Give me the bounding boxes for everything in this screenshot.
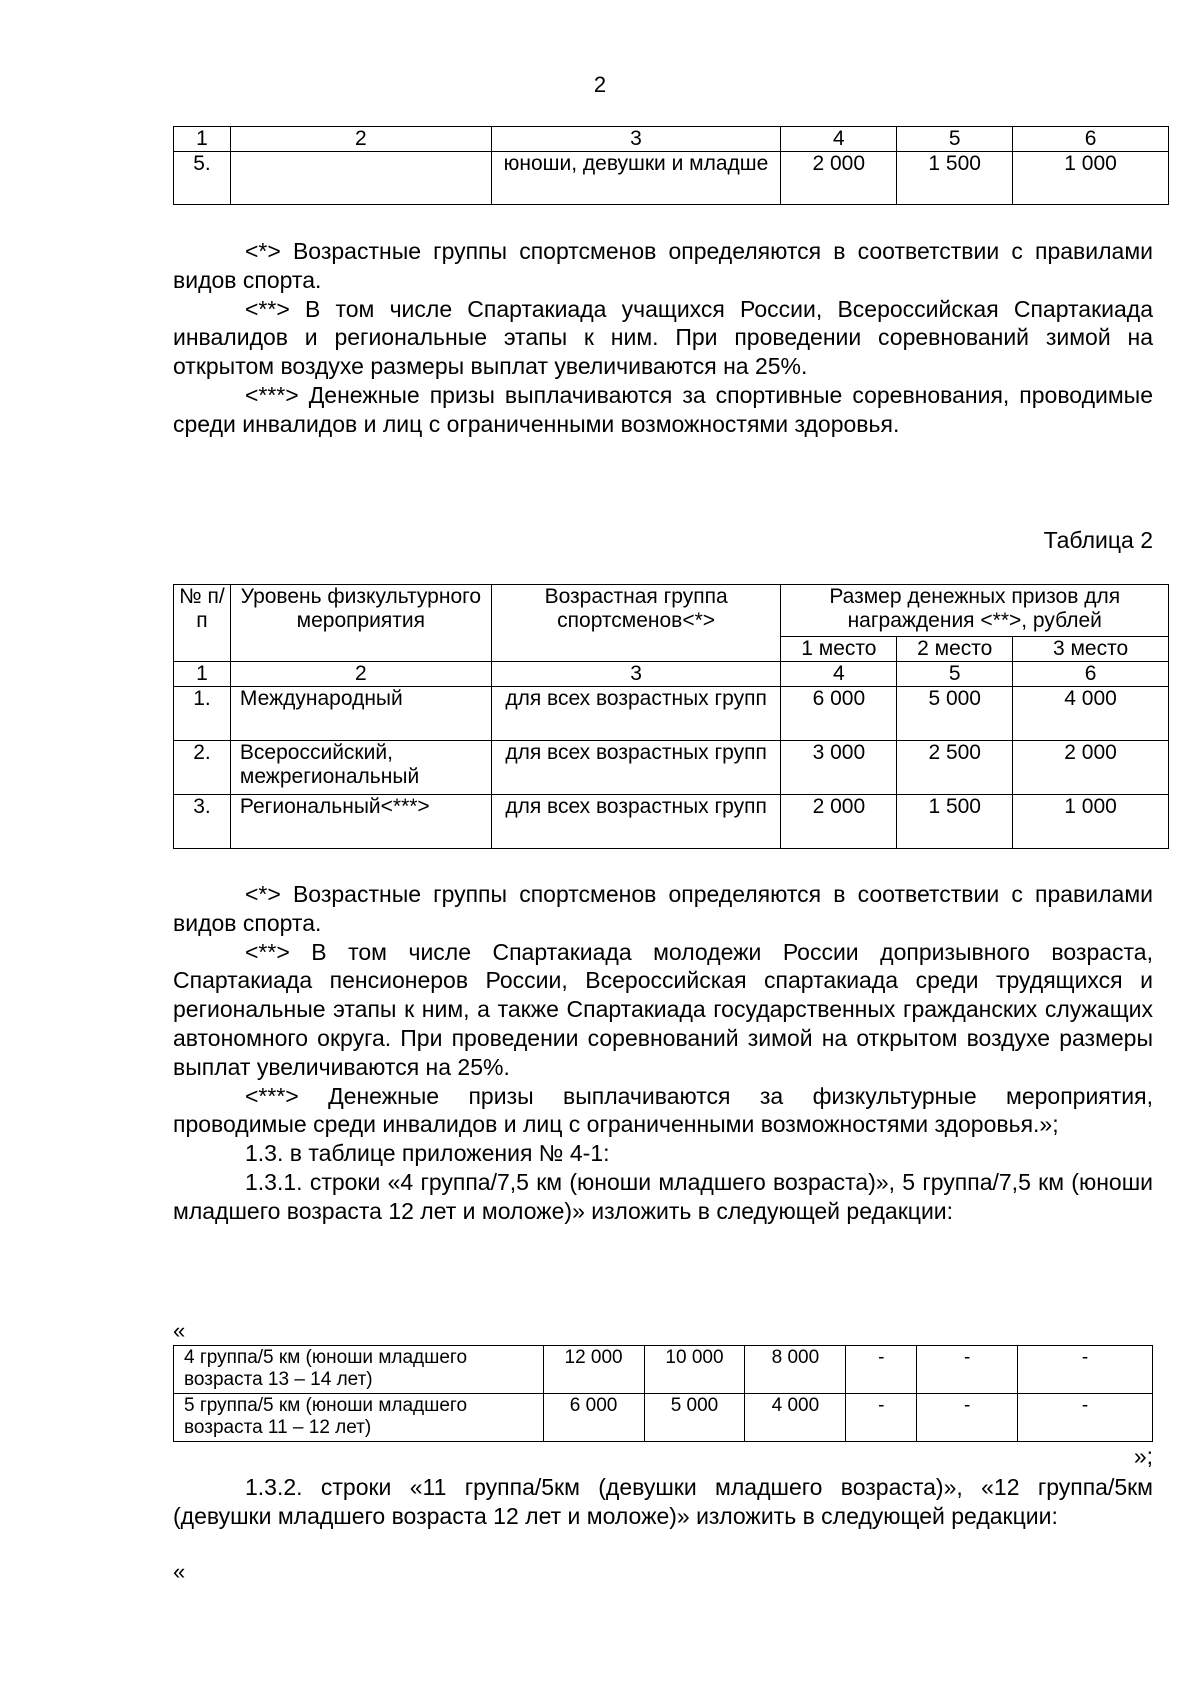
row-group: для всех возрастных групп [491, 741, 781, 795]
row-prize-1: 2 000 [781, 795, 897, 849]
row-value-2: 10 000 [644, 1346, 745, 1394]
notes-section-2 [173, 880, 1153, 1226]
table-header-row [174, 585, 1169, 637]
row-number: 2. [174, 741, 231, 795]
row-value-3: 8 000 [745, 1346, 846, 1394]
table-row [174, 795, 1169, 849]
row-prize-1: 6 000 [781, 687, 897, 741]
row-value-3: 4 000 [745, 1394, 846, 1442]
row-level: Региональный<***> [230, 795, 491, 849]
row-group: юноши, девушки и младше [491, 152, 781, 205]
table-row [174, 687, 1169, 741]
row-number: 5. [174, 152, 231, 205]
row-level: Всероссийский, межрегиональный [230, 741, 491, 795]
header-group: Возрастная группа спортсменов<*> [491, 585, 781, 662]
row-value-5: - [917, 1394, 1018, 1442]
row-value-1: 12 000 [543, 1346, 644, 1394]
row-prize-3: 4 000 [1013, 687, 1169, 741]
row-value-2: 5 000 [644, 1394, 745, 1442]
table-row [174, 741, 1169, 795]
row-prize-2: 1 500 [897, 795, 1013, 849]
table-header-numbers [174, 662, 1169, 687]
table-3-replacement-rows [173, 1345, 1153, 1442]
table-row [174, 1394, 1153, 1442]
row-level: Международный [230, 687, 491, 741]
table-2 [173, 584, 1169, 849]
row-value-6: - [1018, 1394, 1153, 1442]
note-paragraph: 1.3. в таблице приложения № 4-1: [245, 1140, 610, 1167]
note-paragraph: <***> Денежные призы выплачиваются за физкультурные мероприятия, проводимые среди инвалидов и лиц с ограниченными возможностями здоровья.»; [173, 1082, 1153, 1138]
row-number: 3. [174, 795, 231, 849]
open-quote: « [173, 1559, 186, 1584]
row-prize-2: 5 000 [897, 687, 1013, 741]
row-value-5: - [917, 1346, 1018, 1394]
close-quote: »; [1133, 1443, 1153, 1469]
row-number: 1. [174, 687, 231, 741]
col-num-4: 4 [781, 662, 897, 687]
row-name: 4 группа/5 км (юноши младшего возраста 13 – 14 лет) [174, 1346, 544, 1394]
row-level [230, 152, 491, 205]
row-prize-3: 1 000 [1013, 795, 1169, 849]
header-place-3: 3 место [1013, 637, 1169, 662]
col-num-5: 5 [897, 127, 1013, 152]
row-prize-1: 3 000 [781, 741, 897, 795]
page-number: 2 [593, 72, 607, 97]
note-paragraph: <**> В том числе Спартакиада молодежи России допризывного возраста, Спартакиада пенсионеров России, Всероссийская спартакиада среди трудящихся и региональные этапы к ним, а также Спартакиада государственных гражданских служащих автономного округа. При проведении соревнований зимой на открытом воздухе размеры выплат увеличиваются на 25%. [173, 938, 1153, 1080]
header-place-1: 1 место [781, 637, 897, 662]
row-prize-1: 2 000 [781, 152, 897, 205]
header-prize: Размер денежных призов для награждения <**>, рублей [781, 585, 1169, 637]
col-num-6: 6 [1013, 662, 1169, 687]
note-paragraph: <**> В том числе Спартакиада учащихся России, Всероссийская Спартакиада инвалидов и региональные этапы к ним. При проведении соревнований зимой на открытом воздухе размеры выплат увеличиваются на 25%. [173, 295, 1153, 380]
col-num-4: 4 [781, 127, 897, 152]
table-1-continuation [173, 126, 1169, 205]
note-paragraph: 1.3.2. строки «11 группа/5км (девушки младшего возраста)», «12 группа/5км (девушки младшего возраста 12 лет и моложе)» изложить в следующей редакции: [173, 1474, 1153, 1529]
row-group: для всех возрастных групп [491, 687, 781, 741]
header-num: № п/п [174, 585, 231, 662]
col-num-3: 3 [491, 662, 781, 687]
note-paragraph: <*> Возрастные группы спортсменов определяются в соответствии с правилами видов спорта. [173, 238, 1153, 293]
col-num-5: 5 [897, 662, 1013, 687]
note-paragraph: <***> Денежные призы выплачиваются за спортивные соревнования, проводимые среди инвалидов и лиц с ограниченными возможностями здоровья. [173, 381, 1153, 437]
table-row [174, 1346, 1153, 1394]
col-num-3: 3 [491, 127, 781, 152]
col-num-2: 2 [230, 662, 491, 687]
row-prize-3: 2 000 [1013, 741, 1169, 795]
row-prize-3: 1 000 [1013, 152, 1169, 205]
col-num-2: 2 [230, 127, 491, 152]
col-num-6: 6 [1013, 127, 1169, 152]
header-level: Уровень физкультурного мероприятия [230, 585, 491, 662]
notes-section-3 [173, 1473, 1153, 1531]
table-row [174, 152, 1169, 205]
notes-section-1 [173, 237, 1153, 439]
note-paragraph: <*> Возрастные группы спортсменов определяются в соответствии с правилами видов спорта. [173, 881, 1153, 936]
col-num-1: 1 [174, 127, 231, 152]
open-quote: « [173, 1318, 186, 1343]
row-prize-2: 1 500 [897, 152, 1013, 205]
note-paragraph: 1.3.1. строки «4 группа/7,5 км (юноши младшего возраста)», 5 группа/7,5 км (юноши младшего возраста 12 лет и моложе)» изложить в следующей редакции: [173, 1168, 1153, 1224]
row-group: для всех возрастных групп [491, 795, 781, 849]
header-place-2: 2 место [897, 637, 1013, 662]
col-num-1: 1 [174, 662, 231, 687]
row-value-1: 6 000 [543, 1394, 644, 1442]
table-2-label: Таблица 2 [1043, 527, 1153, 553]
row-value-4: - [846, 1346, 917, 1394]
row-name: 5 группа/5 км (юноши младшего возраста 11 – 12 лет) [174, 1394, 544, 1442]
table-header-numbers [174, 127, 1169, 152]
row-prize-2: 2 500 [897, 741, 1013, 795]
row-value-6: - [1018, 1346, 1153, 1394]
row-value-4: - [846, 1394, 917, 1442]
